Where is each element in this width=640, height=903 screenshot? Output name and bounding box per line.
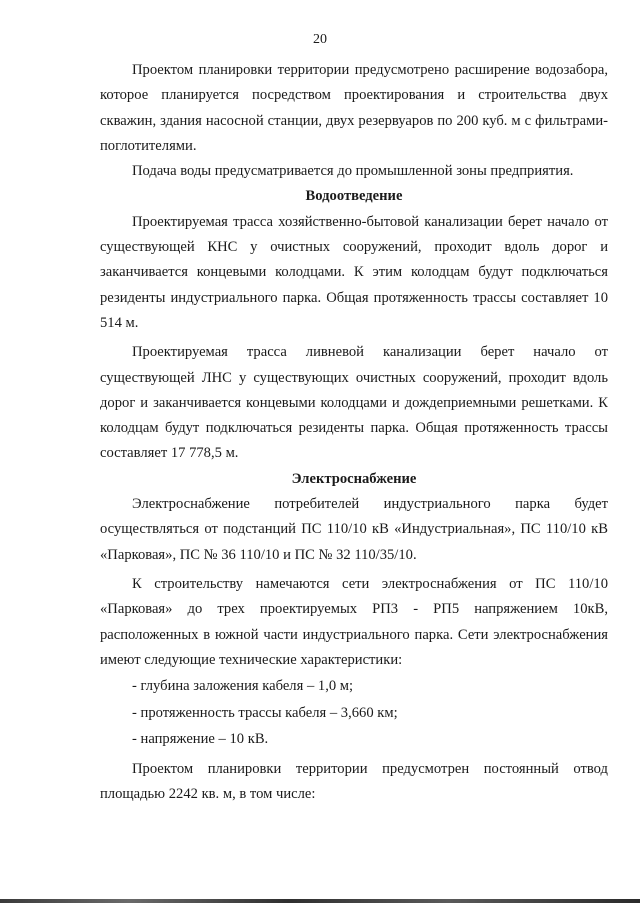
- section-title-drainage: Водоотведение: [305, 188, 403, 205]
- paragraph-sewer-domestic: Проектируемая трасса хозяйственно-бытовой канализации берет начало от существующей КНС у очистных сооружений, проходит вдоль дорог и заканчивается концевыми колодцами. К этим колодцам будут подключаться резиденты индустриального парка. Общая протяженность трассы составляет 10 514 м.: [100, 213, 608, 331]
- paragraph-land-allotment: Проектом планировки территории предусмотрен постоянный отвод площадью 2242 кв. м, в том числе:: [100, 760, 608, 802]
- paragraph-water-supply: Подача воды предусматривается до промышленной зоны предприятия.: [132, 163, 574, 180]
- section-title-power: Электроснабжение: [291, 470, 417, 487]
- document-body: [100, 58, 608, 807]
- power-characteristics-list: [100, 673, 608, 753]
- page-number: 20: [313, 32, 327, 47]
- list-item: - протяженность трассы кабеля – 3,660 км;: [132, 704, 398, 721]
- list-item: - глубина заложения кабеля – 1,0 м;: [132, 678, 354, 695]
- list-item: - напряжение – 10 кВ.: [132, 731, 269, 748]
- scan-edge: [0, 899, 640, 903]
- paragraph-sewer-storm: Проектируемая трасса ливневой канализации берет начало от существующей ЛНС у существующих очистных сооружений, проходит вдоль дорог и заканчивается концевыми колодцами и дождеприемными решетками. К колодцам будут подключаться резиденты парка. Общая протяженность трассы составляет 17 778,5 м.: [100, 344, 608, 462]
- paragraph-power-sources: Электроснабжение потребителей индустриального парка будет осуществляться от подстанций ПС 110/10 кВ «Индустриальная», ПС 110/10 кВ «Парковая», ПС № 36 110/10 и ПС № 32 110/35/10.: [100, 496, 608, 563]
- paragraph-water-intake: Проектом планировки территории предусмотрено расширение водозабора, которое планируется посредством проектирования и строительства двух скважин, здания насосной станции, двух резервуаров по 200 куб. м с фильтрами-поглотителями.: [100, 62, 608, 154]
- paragraph-power-networks: К строительству намечаются сети электроснабжения от ПС 110/10 «Парковая» до трех проектируемых РП3 - РП5 напряжением 10кВ, расположенных в южной части индустриального парка. Сети электроснабжения имеют следующие технические характеристики:: [100, 575, 608, 668]
